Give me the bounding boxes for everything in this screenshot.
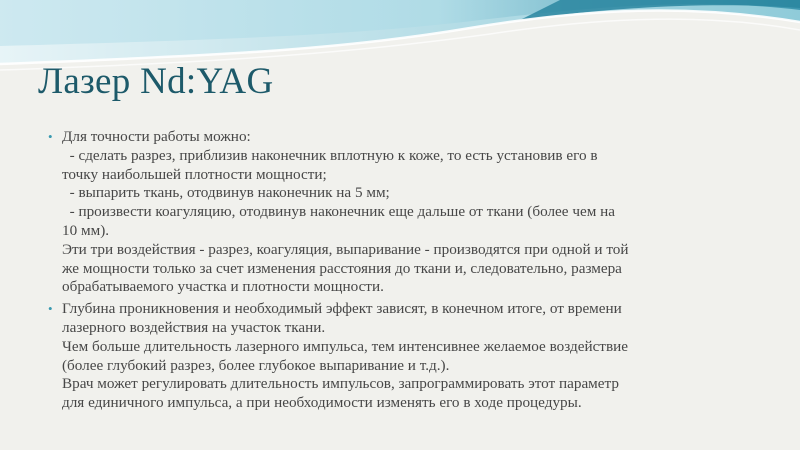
- bullet-line: Для точности работы можно:: [62, 128, 251, 145]
- bullet-line: для единичного импульса, а при необходимости изменять его в ходе процедуры.: [62, 394, 582, 412]
- bullet-item: [48, 128, 752, 297]
- slide-title: Лазер Nd:YAG: [38, 61, 274, 102]
- bullet-line: - выпарить ткань, отодвинув наконечник на 5 мм;: [62, 184, 390, 202]
- bullet-line: Эти три воздействия - разрез, коагуляция, выпаривание - производятся при одной и той: [62, 240, 629, 258]
- bullet-line: (более глубокий разрез, более глубокое выпаривание и т.д.).: [62, 356, 450, 374]
- bullet-line: 10 мм).: [62, 221, 110, 239]
- bullet-line: - произвести коагуляцию, отодвинув наконечник еще дальше от ткани (более чем на: [62, 203, 615, 221]
- bullet-dot-icon: •: [48, 301, 53, 317]
- bullet-line: - сделать разрез, приблизив наконечник вплотную к коже, то есть установив его в: [62, 146, 598, 164]
- bullet-line: точку наибольшей плотности мощности;: [62, 165, 327, 183]
- bullet-line: же мощности только за счет изменения расстояния до ткани и, следовательно, размера: [62, 259, 622, 277]
- bullet-item: [48, 300, 752, 413]
- bullet-line: обрабатываемого участка и плотности мощности.: [62, 278, 384, 296]
- bullet-line: Глубина проникновения и необходимый эффект зависят, в конечном итоге, от времени: [62, 300, 622, 318]
- bullet-dot-icon: •: [48, 129, 53, 144]
- bullet-list: [48, 128, 752, 416]
- bullet-line: Врач может регулировать длительность импульсов, запрограммировать этот параметр: [62, 375, 619, 393]
- bullet-line: Чем больше длительность лазерного импульса, тем интенсивнее желаемое воздействие: [62, 337, 628, 355]
- bullet-line: лазерного воздействия на участок ткани.: [62, 318, 326, 336]
